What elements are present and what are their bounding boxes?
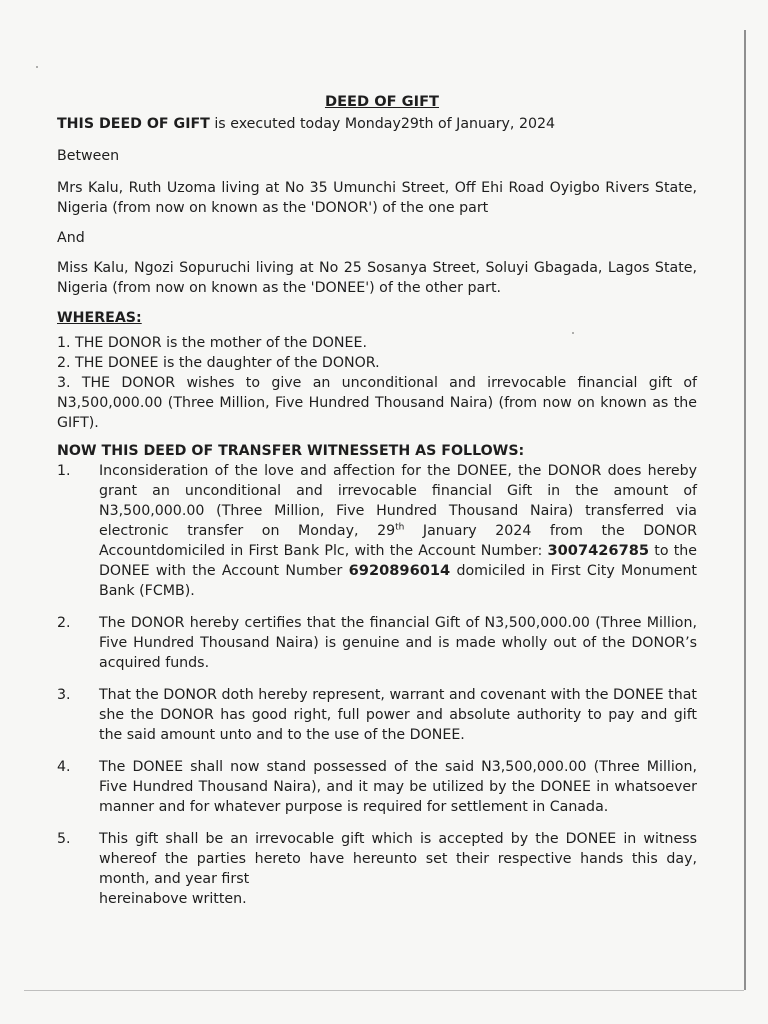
witness-heading: NOW THIS DEED OF TRANSFER WITNESSETH AS FOLLOWS: <box>57 443 525 459</box>
clause-4 <box>57 757 697 817</box>
and-label: And <box>57 230 85 246</box>
recital-item: 2. THE DONEE is the daughter of the DONOR. <box>57 355 380 371</box>
clause-5-body: This gift shall be an irrevocable gift which is accepted by the DONEE in witness whereof the parties hereto have hereunto set their respective hands this day, month, and year first <box>99 831 697 887</box>
clause-5 <box>57 829 697 909</box>
between-label: Between <box>57 148 120 164</box>
recital-item: 3. THE DONOR wishes to give an unconditional and irrevocable financial gift of N3,500,000.00 (Three Million, Five Hundred Thousand Naira) (from now on known as the GIFT). <box>57 375 697 431</box>
clause-5-last-line: hereinabove written. <box>99 891 247 907</box>
clause-1-part2: January 2024 from the DONOR Accountdomiciled in First Bank Plc, with the Account Number: <box>99 523 697 559</box>
deed-content <box>57 92 697 921</box>
clause-1 <box>57 461 697 601</box>
donor-party: Mrs Kalu, Ruth Uzoma living at No 35 Umunchi Street, Off Ehi Road Oyigbo Rivers State, Nigeria (from now on known as the 'DONOR') of the one part <box>57 180 697 216</box>
clause-2 <box>57 613 697 673</box>
scan-edge-bottom <box>24 990 744 991</box>
document-title: DEED OF GIFT <box>324 93 440 110</box>
whereas-heading: WHEREAS: <box>57 310 142 326</box>
scan-speck <box>36 66 38 68</box>
clause-1-part3: to the DONEE with the Account Number <box>99 543 697 579</box>
intro-rest: is executed today Monday29th of January, 2024 <box>209 116 556 132</box>
clause-3 <box>57 685 697 745</box>
clause-number: 4. <box>57 759 71 775</box>
clause-number: 1. <box>57 463 71 479</box>
donee-account-number: 6920896014 <box>348 562 451 579</box>
intro-line <box>57 114 697 134</box>
donee-party: Miss Kalu, Ngozi Sopuruchi living at No 25 Sosanya Street, Soluyi Gbagada, Lagos State, Nigeria (from now on known as the 'DONEE') of the other part. <box>57 260 697 296</box>
clause-text: The DONEE shall now stand possessed of the said N3,500,000.00 (Three Million, Five Hundred Thousand Naira), and it may be utilized by the DONEE in whatsoever manner and for whatever purpose is required for settlement in Canada. <box>99 759 697 815</box>
clause-text: That the DONOR doth hereby represent, warrant and covenant with the DONEE that she the DONOR has good right, full power and absolute authority to pay and gift the said amount unto and to the use of the DONEE. <box>99 687 697 743</box>
clause-1-part1: Inconsideration of the love and affection for the DONEE, the DONOR does hereby grant an unconditional and irrevocable financial Gift in the amount of N3,500,000.00 (Three Million, Five Hundred Thousand Naira) transferred via electronic transfer on Monday, 29 <box>99 463 697 539</box>
recital-item: 1. THE DONOR is the mother of the DONEE. <box>57 335 367 351</box>
scan-edge-right <box>744 30 746 990</box>
clause-number: 5. <box>57 831 71 847</box>
ordinal-suffix: th <box>395 522 405 533</box>
recitals-list <box>57 333 697 433</box>
clause-text <box>99 829 697 909</box>
clause-number: 3. <box>57 687 71 703</box>
clause-number: 2. <box>57 615 71 631</box>
clause-1-part4: domiciled in First City Monument Bank (FCMB). <box>99 563 697 599</box>
donor-account-number: 3007426785 <box>547 542 650 559</box>
clause-text: The DONOR hereby certifies that the financial Gift of N3,500,000.00 (Three Million, Five Hundred Thousand Naira) is genuine and is made wholly out of the DONOR’s acquired funds. <box>99 615 697 671</box>
intro-bold: THIS DEED OF GIFT <box>57 116 210 132</box>
clause-text <box>99 461 697 601</box>
